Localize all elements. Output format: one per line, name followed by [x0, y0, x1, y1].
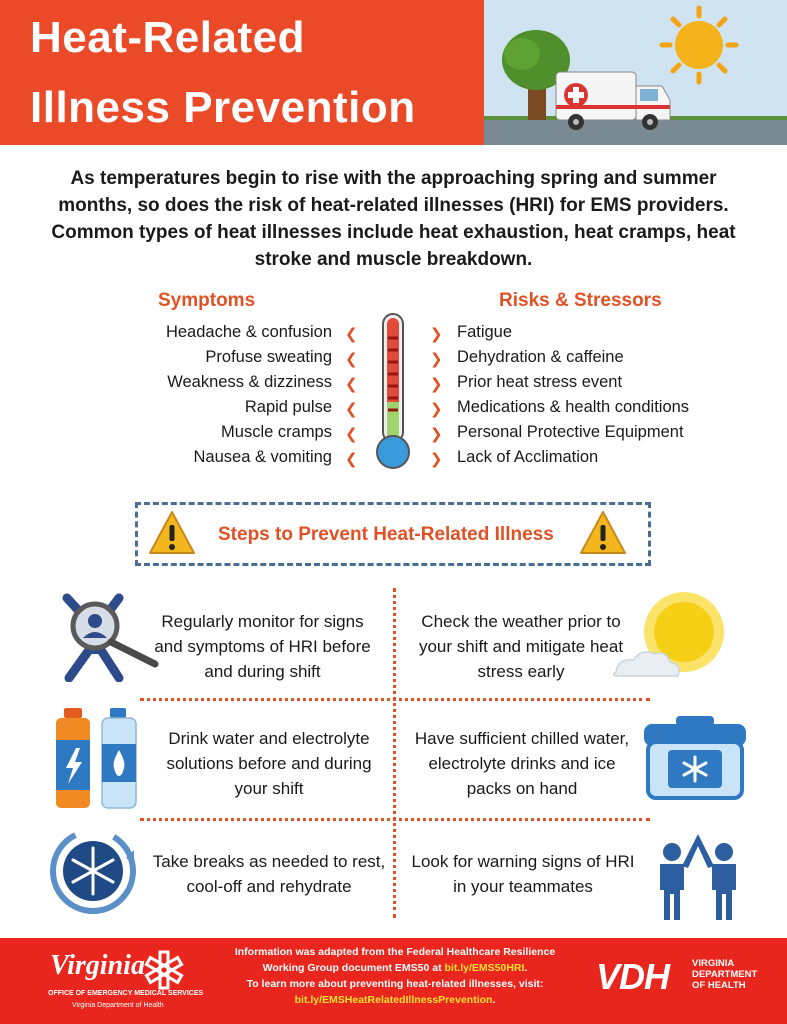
- page-title-line1: Heat-Related: [30, 13, 305, 62]
- sun-cloud-icon: [606, 588, 736, 683]
- intro-paragraph: As temperatures begin to rise with the approaching spring and summer months, so does the risk of heat-related illnesses (HRI) for EMS providers. Common types of heat illnesses include heat exhaustion, heat cramps, heat stroke and muscle breakdown.: [51, 168, 736, 270]
- water-bottles-icon: [52, 706, 144, 810]
- chevron-left-icon: ❮: [345, 425, 358, 443]
- risk-item: Fatigue: [457, 323, 513, 341]
- teammates-icon: [648, 828, 748, 923]
- chevron-left-icon: ❮: [345, 325, 358, 343]
- steps-heading: Steps to Prevent Heat-Related Illness: [218, 524, 554, 545]
- thermometer-icon: [375, 312, 411, 472]
- chevron-left-icon: ❮: [345, 350, 358, 368]
- warning-icon: [148, 509, 196, 557]
- magnifier-person-icon: [55, 592, 165, 682]
- logo-dept: Virginia Department of Health: [72, 1002, 164, 1009]
- step-supplies-text: Have sufficient chilled water, electrolyte drinks and ice packs on hand: [414, 729, 630, 798]
- chevron-right-icon: ❯: [430, 400, 443, 418]
- chevron-right-icon: ❯: [430, 425, 443, 443]
- footer-line-4: bit.ly/EMSHeatRelatedIllnessPrevention.: [294, 994, 496, 1006]
- risk-item: Dehydration & caffeine: [457, 348, 624, 366]
- symptom-item: Rapid pulse: [244, 398, 332, 416]
- vdh-logo: [596, 956, 766, 1006]
- vdh-line-3: OF HEALTH: [692, 980, 746, 991]
- star-of-life-icon: [142, 948, 186, 992]
- risk-item: Prior heat stress event: [457, 373, 623, 391]
- vdh-line-1: VIRGINIA: [692, 958, 735, 969]
- logo-office: OFFICE OF EMERGENCY MEDICAL SERVICES: [48, 990, 204, 997]
- risks-heading: Risks & Stressors: [499, 290, 662, 311]
- step-breaks-text: Take breaks as needed to rest, cool-off and rehydrate: [152, 852, 386, 896]
- footer-line-1: Information was adapted from the Federal Healthcare Resilience: [234, 946, 556, 958]
- step-weather-text: Check the weather prior to your shift and mitigate heat stress early: [418, 612, 624, 681]
- risk-item: Lack of Acclimation: [457, 448, 599, 466]
- chevron-left-icon: ❮: [345, 375, 358, 393]
- step-monitor-text: Regularly monitor for signs and symptoms of HRI before and during shift: [154, 612, 371, 681]
- symptom-item: Muscle cramps: [221, 423, 332, 441]
- risk-item: Personal Protective Equipment: [457, 423, 684, 441]
- chevron-left-icon: ❮: [345, 400, 358, 418]
- risk-item: Medications & health conditions: [457, 398, 690, 416]
- grid-divider-horizontal: [140, 698, 650, 701]
- step-hydrate-text: Drink water and electrolyte solutions before and during your shift: [166, 729, 372, 798]
- page-title-line2: Illness Prevention: [30, 83, 416, 132]
- warning-icon: [579, 509, 627, 557]
- chevron-right-icon: ❯: [430, 350, 443, 368]
- symptom-item: Headache & confusion: [165, 323, 332, 341]
- vdh-line-2: DEPARTMENT: [692, 969, 758, 980]
- grid-divider-vertical: [393, 588, 396, 918]
- step-teammates-text: Look for warning signs of HRI in your teammates: [411, 852, 635, 896]
- chevron-left-icon: ❮: [345, 450, 358, 468]
- symptoms-heading: Symptoms: [158, 290, 256, 311]
- symptom-item: Nausea & vomiting: [193, 448, 332, 466]
- chevron-right-icon: ❯: [430, 450, 443, 468]
- footer-line-3: To learn more about preventing heat-related illnesses, visit:: [246, 978, 544, 990]
- symptom-item: Weakness & dizziness: [167, 373, 332, 391]
- symptom-item: Profuse sweating: [205, 348, 332, 366]
- prevention-link[interactable]: bit.ly/EMSHeatRelatedIllnessPrevention: [294, 994, 493, 1006]
- ems50-link[interactable]: bit.ly/EMS50HRI: [444, 962, 525, 974]
- vdh-mark: VDH: [596, 956, 670, 997]
- footer-line-2: Working Group document EMS50 at bit.ly/EMS50HRI.: [262, 962, 528, 974]
- virginia-oems-logo: [44, 946, 204, 1018]
- chevron-right-icon: ❯: [430, 375, 443, 393]
- footer-text: [190, 944, 600, 1008]
- cooler-icon: [642, 716, 748, 800]
- grid-divider-horizontal: [140, 818, 650, 821]
- logo-name: Virginia: [50, 950, 145, 981]
- chevron-right-icon: ❯: [430, 325, 443, 343]
- ambulance-scene-illustration: [484, 0, 787, 145]
- timer-icon: [50, 828, 136, 914]
